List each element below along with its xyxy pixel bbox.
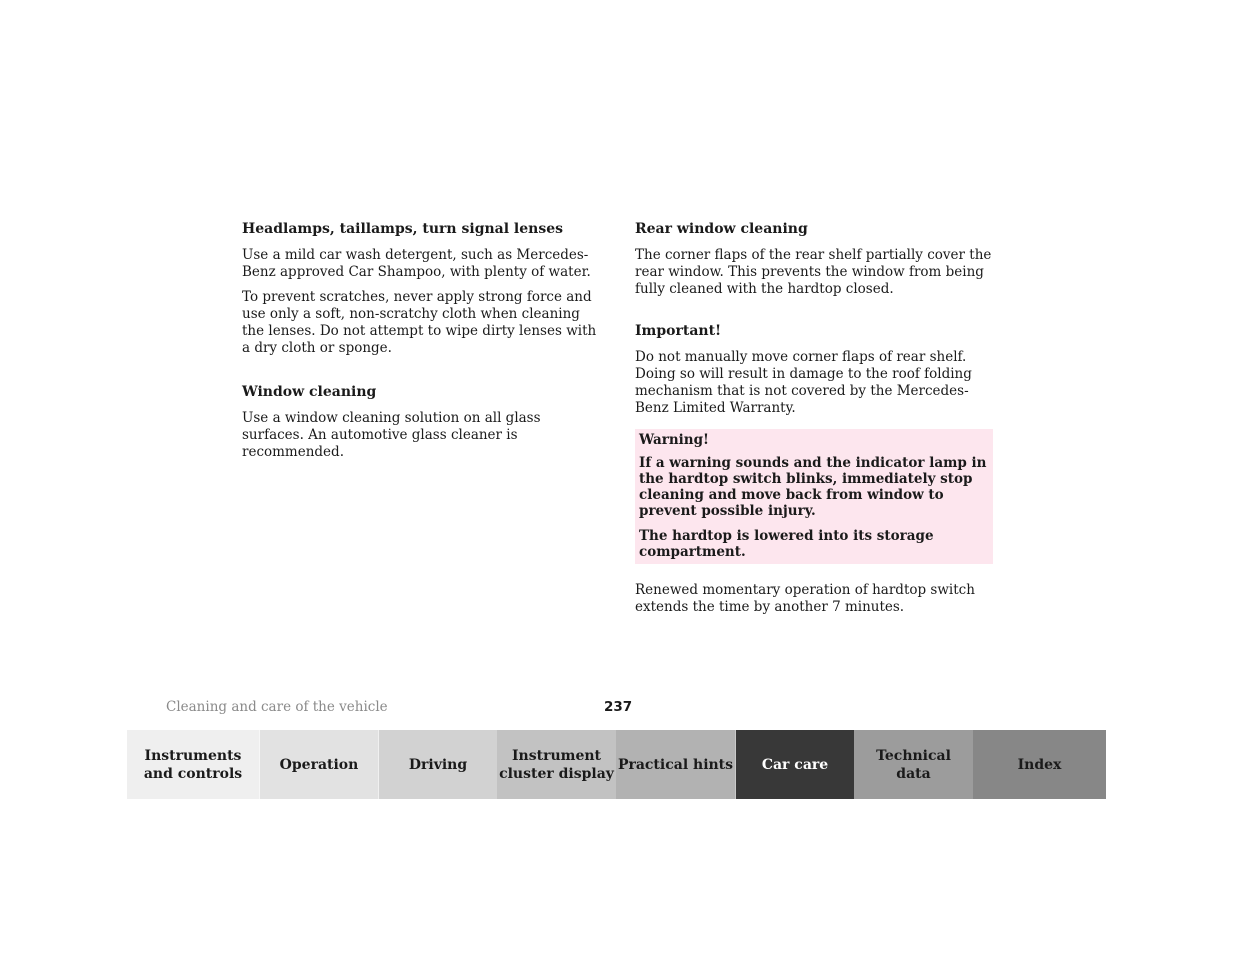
rear-window-paragraph: The corner flaps of the rear shelf partially cover the rear window. This prevents the window from being fully cleaned with the hardtop closed. [635,247,992,297]
headlamps-paragraph-2: To prevent scratches, never apply strong force and use only a soft, non-scratchy cloth when cleaning the lenses. Do not attempt to wipe dirty lenses with a dry cloth or sponge. [242,289,597,356]
section-gap [242,365,600,383]
headlamps-paragraph-1: Use a mild car wash detergent, such as Mercedes-Benz approved Car Shampoo, with plenty of water. [242,247,591,280]
warning-paragraph-1: If a warning sounds and the indicator lamp in the hardtop switch blinks, immediately stop cleaning and move back from window to prevent possible injury. [639,455,987,519]
nav-tab-driving[interactable]: Driving [378,730,497,799]
chapter-navigation [127,730,1106,799]
nav-tab-operation[interactable]: Operation [259,730,378,799]
window-cleaning-heading: Window cleaning [242,384,377,400]
renewed-operation-paragraph: Renewed momentary operation of hardtop switch extends the time by another 7 minutes. [635,582,975,615]
nav-tab-instrument-cluster-display[interactable]: Instrument cluster display [497,730,616,799]
nav-tab-technical-data[interactable]: Technical data [854,730,973,799]
nav-tab-index[interactable]: Index [973,730,1106,799]
nav-tab-car-care-active[interactable]: Car care [735,730,854,799]
important-paragraph: Do not manually move corner flaps of rear shelf. Doing so will result in damage to the roof folding mechanism that is not covered by the Mercedes-Benz Limited Warranty. [635,349,972,416]
rear-window-heading: Rear window cleaning [635,221,808,237]
warning-title: Warning! [639,432,709,448]
section-gap [635,306,993,322]
window-cleaning-paragraph: Use a window cleaning solution on all glass surfaces. An automotive glass cleaner is recommended. [242,410,541,460]
left-column [242,220,600,469]
page-number: 237 [604,699,633,715]
footer-section-title: Cleaning and care of the vehicle [166,699,388,715]
warning-box [635,429,993,564]
warning-paragraph-2: The hardtop is lowered into its storage compartment. [639,528,934,560]
nav-tab-practical-hints[interactable]: Practical hints [616,730,735,799]
important-heading: Important! [635,323,722,339]
headlamps-heading: Headlamps, taillamps, turn signal lenses [242,221,563,237]
right-column [635,220,993,624]
nav-tab-instruments-and-controls[interactable]: Instruments and controls [127,730,259,799]
